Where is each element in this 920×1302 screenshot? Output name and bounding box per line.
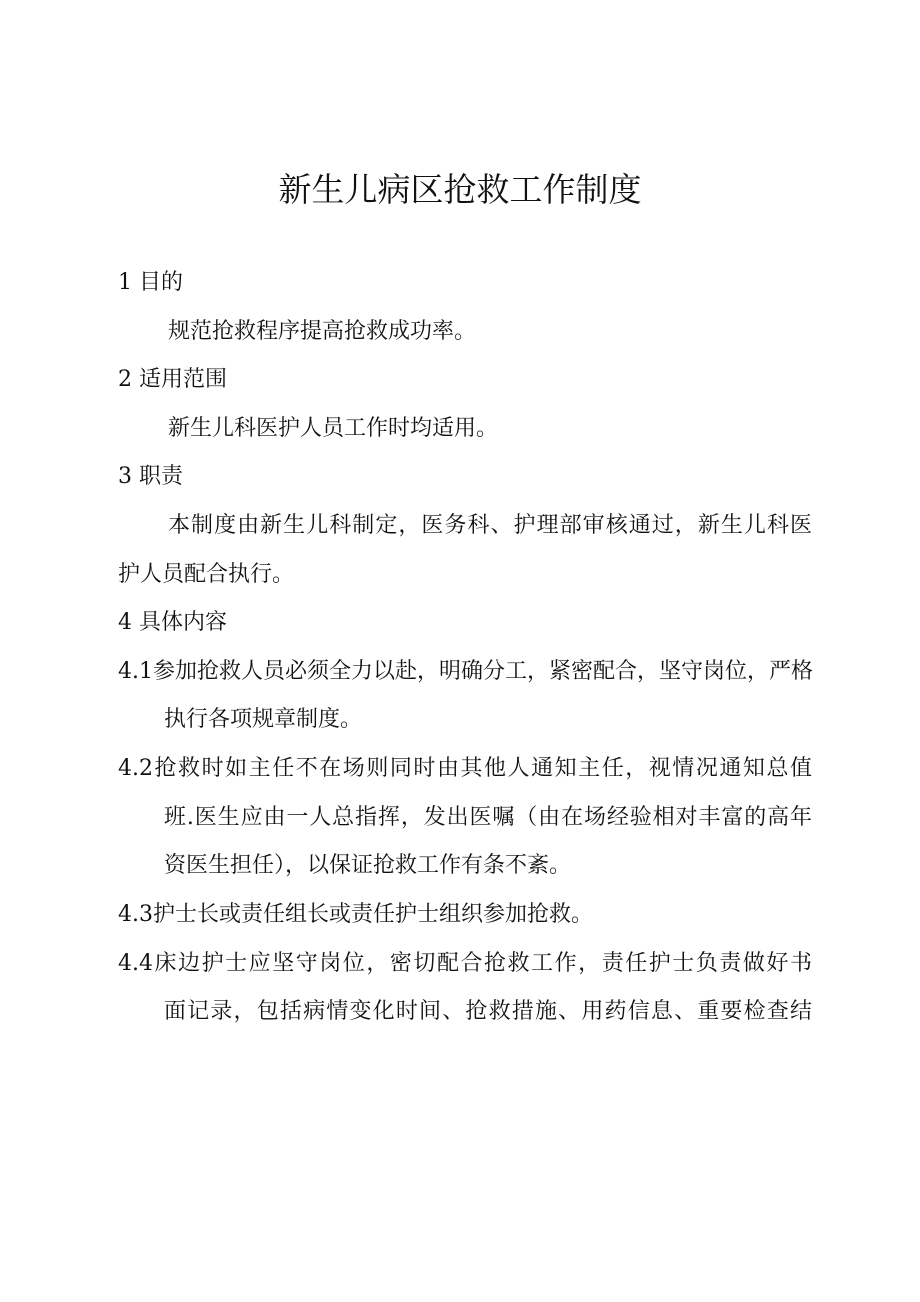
section-heading-purpose: 1 目的 — [118, 270, 183, 295]
item-4-4-line2: 面记录，包括病情变化时间、抢救措施、用药信息、重要检查结 — [164, 999, 812, 1024]
section-heading-responsibility: 3 职责 — [118, 464, 183, 489]
item-4-4-line1: 4.4床边护士应坚守岗位，密切配合抢救工作，责任护士负责做好书 — [118, 951, 812, 976]
section-heading-scope: 2 适用范围 — [118, 367, 227, 392]
section-heading-content: 4 具体内容 — [118, 610, 227, 635]
item-4-2-line2: 班.医生应由一人总指挥，发出医嘱（由在场经验相对丰富的高年 — [164, 805, 812, 830]
item-4-1-line1: 4.1参加抢救人员必须全力以赴，明确分工，紧密配合，坚守岗位，严格 — [118, 659, 813, 684]
section-body-responsibility-line2: 护人员配合执行。 — [118, 562, 295, 587]
section-body-responsibility-line1: 本制度由新生儿科制定，医务科、护理部审核通过，新生儿科医 — [168, 513, 812, 538]
section-body-scope: 新生儿科医护人员工作时均适用。 — [168, 416, 499, 441]
item-4-2-line1: 4.2抢救时如主任不在场则同时由其他人通知主任，视情况通知总值 — [118, 756, 812, 781]
item-4-1-line2: 执行各项规章制度。 — [164, 707, 363, 732]
item-4-3-line1: 4.3护士长或责任组长或责任护士组织参加抢救。 — [118, 902, 593, 927]
document-title: 新生儿病区抢救工作制度 — [278, 170, 642, 209]
section-body-purpose: 规范抢救程序提高抢救成功率。 — [168, 319, 477, 344]
item-4-2-line3: 资医生担任），以保证抢救工作有条不紊。 — [164, 853, 572, 878]
